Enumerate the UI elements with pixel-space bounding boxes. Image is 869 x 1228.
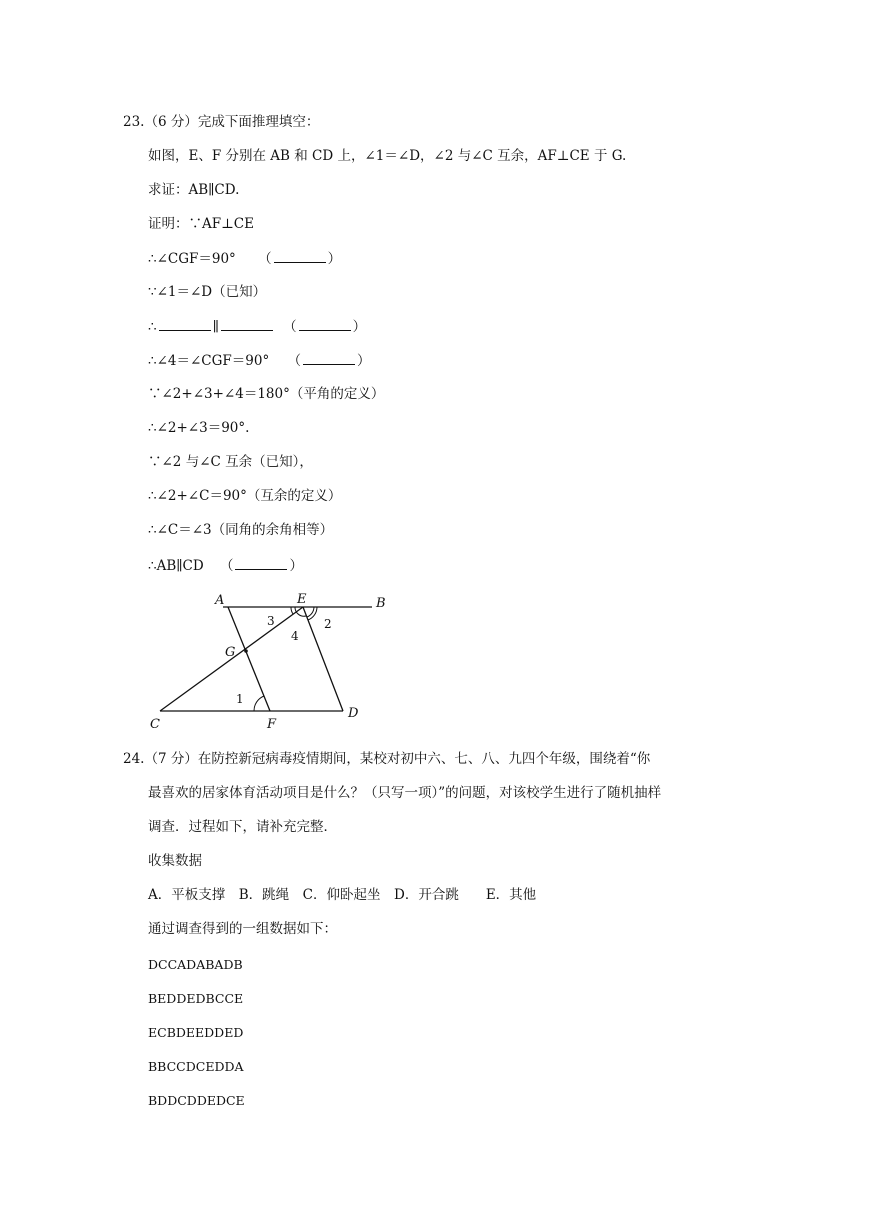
label-f: F (267, 717, 277, 732)
q23-step-8: ∴∠2+∠C＝90°（互余的定义） (148, 488, 342, 504)
q23-statement: 如图，E、F 分别在 AB 和 CD 上，∠1＝∠D，∠2 与∠C 互余，AF⊥CE 于 G. (148, 148, 627, 164)
angle-1-arc (254, 696, 264, 711)
q23-step-5: ∵∠2+∠3+∠4＝180°（平角的定义） (148, 386, 385, 402)
segment-ed (303, 607, 343, 711)
q24-line-3: 调查．过程如下，请补充完整． (148, 819, 337, 835)
data-row: BEDDEDBCCE (148, 991, 244, 1006)
geometry-figure (140, 590, 400, 732)
label-angle-4: 4 (291, 629, 299, 643)
q23-step-2: ∵∠1＝∠D（已知） (148, 284, 267, 300)
q24-collect: 收集数据 (148, 853, 202, 869)
label-d: D (348, 706, 359, 721)
label-e: E (297, 592, 307, 607)
data-row: BBCCDCEDDA (148, 1059, 244, 1074)
q23-step-3: ∴ ∥ （ ） (148, 319, 367, 335)
data-row: BDDCDDEDCE (148, 1093, 245, 1108)
q23-title: 23.（6 分）完成下面推理填空： (123, 114, 320, 130)
q24-line-2: 最喜欢的居家体育活动项目是什么？（只写一项）”的问题，对该校学生进行了随机抽样 (148, 785, 662, 801)
answer-blank-2[interactable] (159, 317, 211, 331)
angle-3-arc (291, 607, 293, 614)
step-1-text: ∴∠CGF＝90° (148, 251, 236, 267)
answer-blank-6[interactable] (235, 556, 287, 570)
angle-2-arc-inner (307, 607, 314, 617)
q23-proof-start: 证明：∵AF⊥CE (148, 216, 254, 232)
q23-step-1: ∴∠CGF＝90° （ ） (148, 251, 342, 267)
answer-blank-4[interactable] (299, 317, 351, 331)
q23-step-9: ∴∠C＝∠3（同角的余角相等） (148, 522, 334, 538)
label-g: G (225, 645, 236, 660)
q23-step-4: ∴∠4＝∠CGF＝90° （ ） (148, 353, 371, 369)
data-row: ECBDEEDDED (148, 1025, 244, 1040)
q23-prove: 求证：AB∥CD. (148, 182, 240, 198)
label-angle-3: 3 (267, 614, 275, 628)
q24-data-intro: 通过调查得到的一组数据如下： (148, 921, 337, 937)
label-b: B (376, 596, 386, 611)
label-c: C (150, 717, 160, 732)
answer-blank-1[interactable] (274, 249, 326, 263)
q24-options: A．平板支撑 B．跳绳 C．仰卧起坐 D．开合跳 E．其他 (148, 887, 537, 903)
point-g (244, 649, 248, 653)
label-a: A (215, 593, 225, 608)
label-angle-2: 2 (324, 617, 332, 631)
q23-step-6: ∴∠2+∠3＝90°. (148, 420, 250, 436)
label-angle-1: 1 (236, 692, 244, 706)
q23-step-7: ∵∠2 与∠C 互余（已知）， (148, 454, 313, 470)
answer-blank-5[interactable] (303, 351, 355, 365)
q24-line-1: 24.（7 分）在防控新冠病毒疫情期间，某校对初中六、七、八、九四个年级，围绕着“你 (123, 751, 651, 767)
data-row: DCCADABADB (148, 957, 243, 972)
q23-step-10: ∴AB∥CD （ ） (148, 558, 303, 574)
answer-blank-3[interactable] (221, 317, 273, 331)
